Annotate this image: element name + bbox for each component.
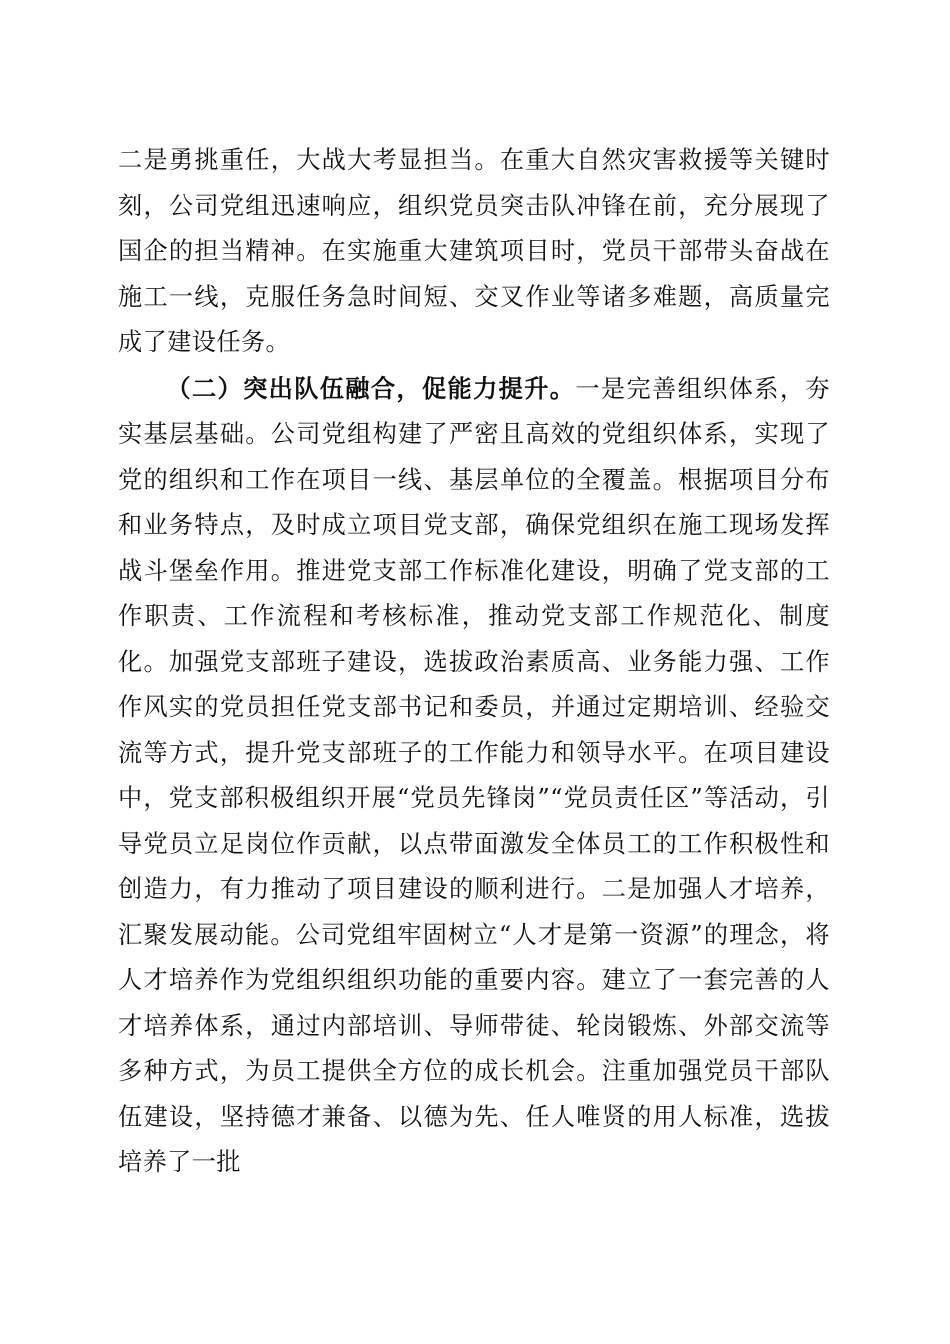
paragraph-2-text: 一是完善组织体系，夯实基层基础。公司党组构建了严密且高效的党组织体系，实现了党的组织和工作在项目一线、基层单位的全覆盖。根据项目分布和业务特点，及时成立项目党支部，确保党组织在施工现场发挥战斗堡垒作用。推进党支部工作标准化建设，明确了党支部的工作职责、工作流程和考核标准，推动党支部工作规范化、制度化。加强党支部班子建设，选拔政治素质高、业务能力强、工作作风实的党员担任党支部书记和委员，并通过定期培训、经验交流等方式，提升党支部班子的工作能力和领导水平。在项目建设中，党支部积极组织开展“党员先锋岗”“党员责任区”等活动，引导党员立足岗位作贡献，以点带面激发全体员工的工作积极性和创造力，有力推动了项目建设的顺利进行。二是加强人才培养，汇聚发展动能。公司党组牢固树立“人才是第一资源”的理念，将人才培养作为党组织组织功能的重要内容。建立了一套完善的人才培养体系，通过内部培训、导师带徒、轮岗锻炼、外部交流等多种方式，为员工提供全方位的成长机会。注重加强党员干部队伍建设，坚持德才兼备、以德为先、任人唯贤的用人标准，选拔培养了一批 xyxy=(118,374,830,1176)
paragraph-2 xyxy=(118,366,830,1186)
section-heading-2: （二）突出队伍融合，促能力提升。 xyxy=(166,373,576,403)
paragraph-1 xyxy=(118,138,830,366)
document-body xyxy=(118,138,830,1186)
paragraph-1-text: 二是勇挑重任，大战大考显担当。在重大自然灾害救援等关键时刻，公司党组迅速响应，组织党员突击队冲锋在前，充分展现了国企的担当精神。在实施重大建筑项目时，党员干部带头奋战在施工一线，克服任务急时间短、交叉作业等诸多难题，高质量完成了建设任务。 xyxy=(118,146,830,356)
